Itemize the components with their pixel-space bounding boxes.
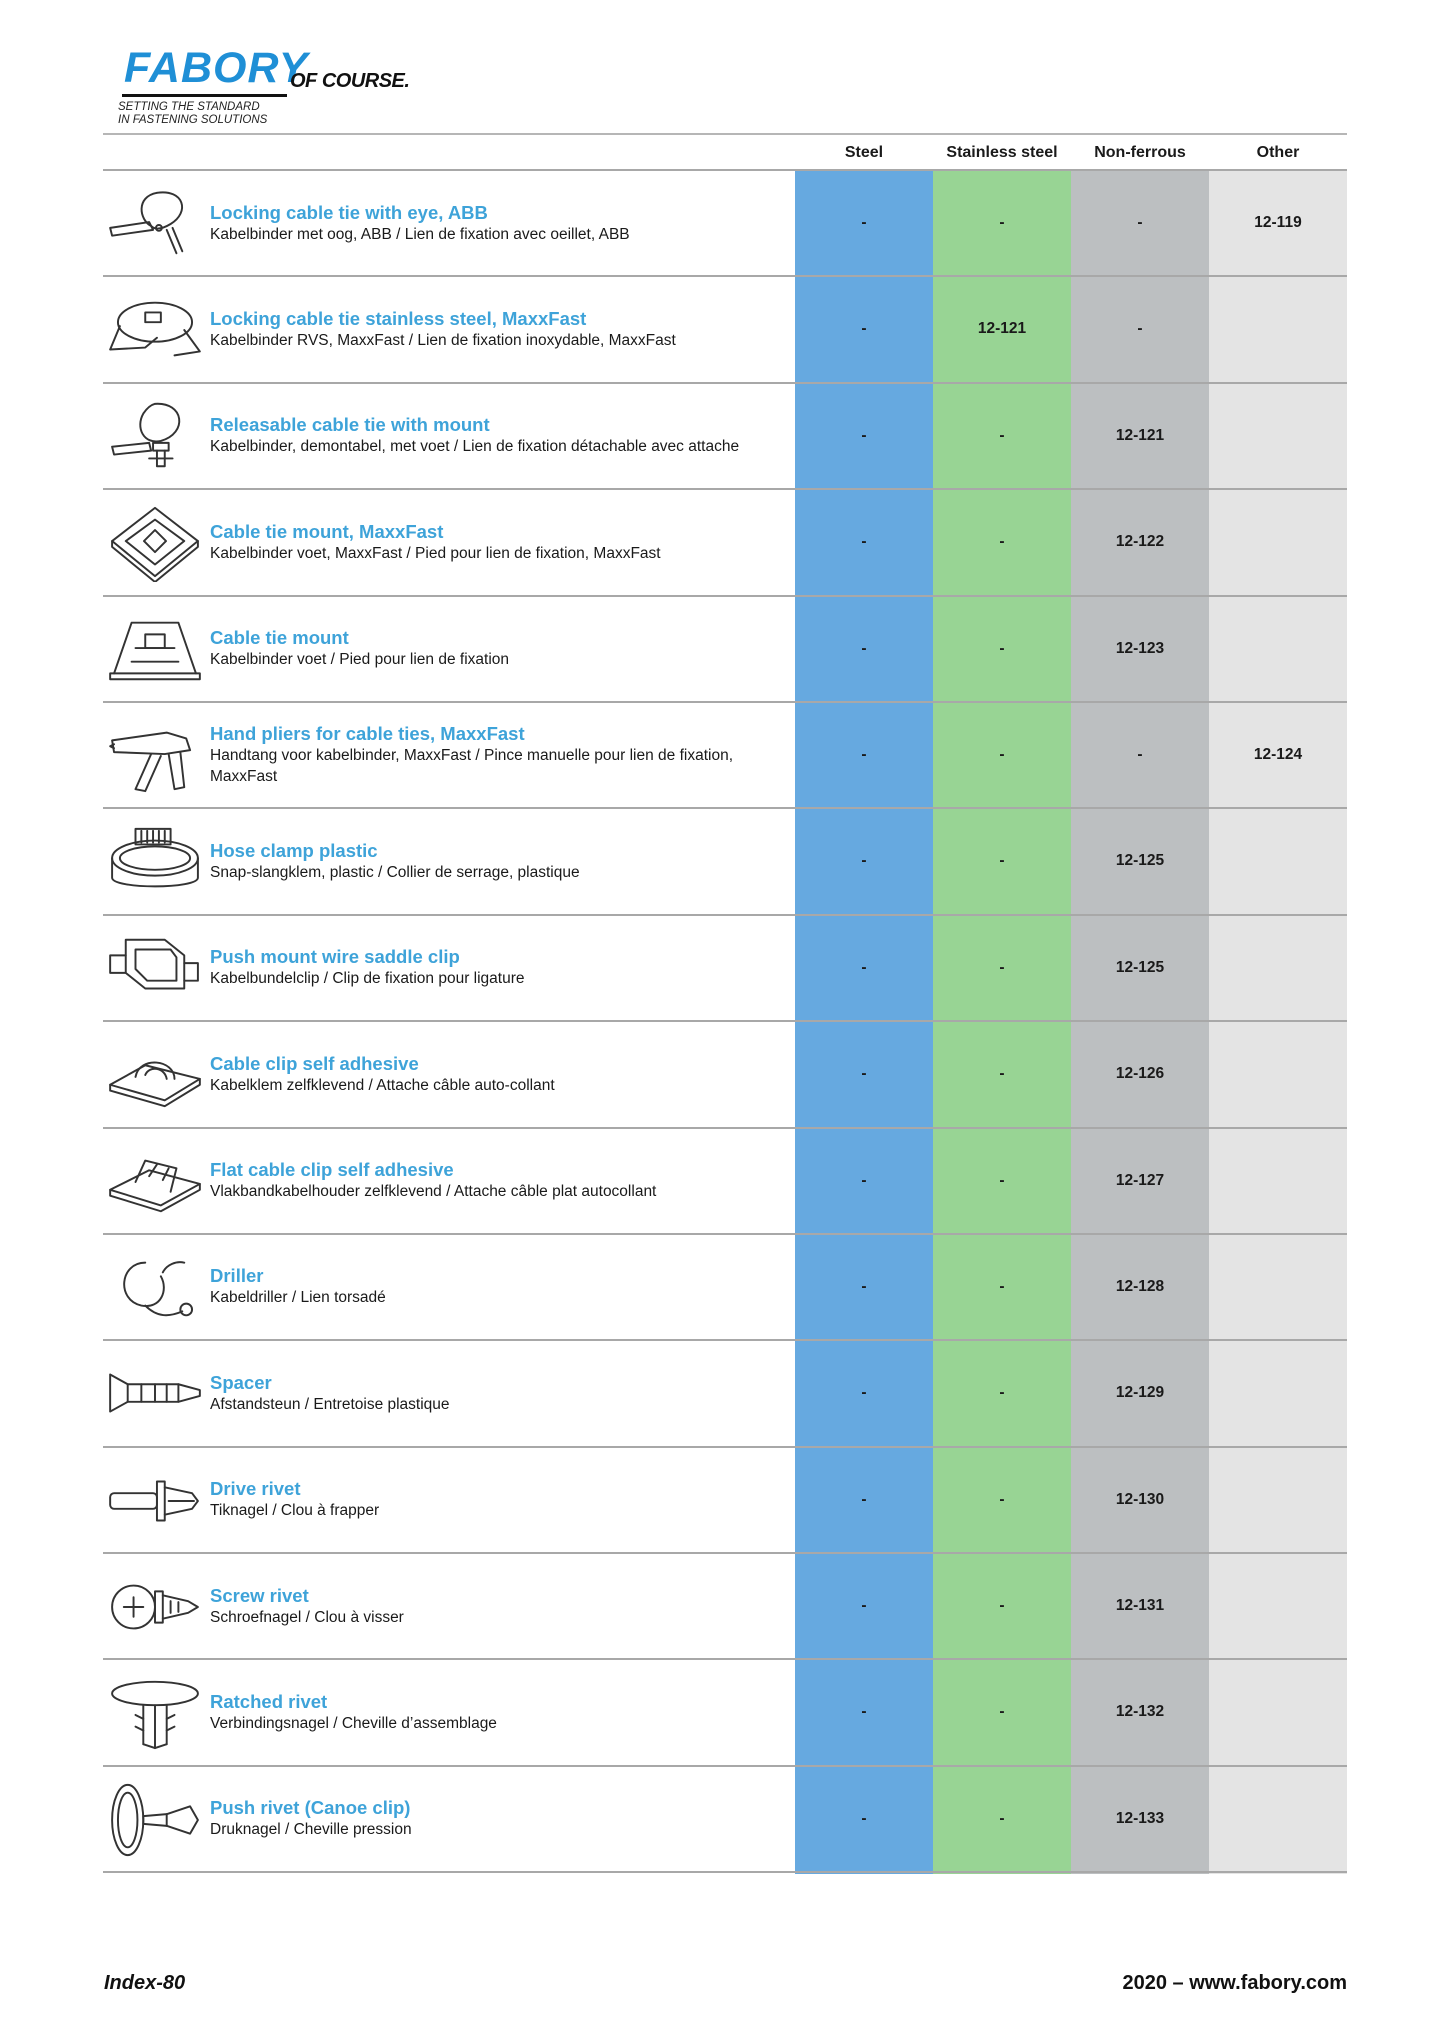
product-name: Releasable cable tie with mount xyxy=(210,414,490,436)
product-translation: Kabelbinder RVS, MaxxFast / Lien de fixation inoxydable, MaxxFast xyxy=(210,331,676,349)
hose-clamp-icon xyxy=(105,823,205,901)
product-description xyxy=(210,597,790,701)
logo-brand: FABORY xyxy=(124,44,309,92)
ratched-rivet-icon xyxy=(105,1674,205,1752)
cell-non-ferrous: - xyxy=(1137,745,1143,763)
cell-other xyxy=(1209,1022,1347,1126)
driller-icon xyxy=(105,1249,205,1327)
table-header xyxy=(103,135,1347,171)
cell-other xyxy=(1209,1341,1347,1445)
cell-stainless-steel: - xyxy=(999,1384,1005,1402)
product-name: Push rivet (Canoe clip) xyxy=(210,1797,411,1819)
cell-steel: - xyxy=(861,745,867,763)
cell-other xyxy=(1209,1660,1347,1764)
product-name: Ratched rivet xyxy=(210,1690,328,1712)
logo-suffix: OF COURSE. xyxy=(290,70,410,92)
cell-other xyxy=(1209,384,1347,488)
cell-non-ferrous: 12-129 xyxy=(1115,1384,1165,1402)
table-row xyxy=(103,809,1347,915)
hand-pliers-icon xyxy=(105,717,205,795)
cell-stainless-steel: - xyxy=(999,1490,1005,1508)
cell-stainless-steel: 12-121 xyxy=(977,320,1027,338)
product-translation: Kabelbinder voet, MaxxFast / Pied pour lien de fixation, MaxxFast xyxy=(210,544,661,562)
cell-non-ferrous: 12-133 xyxy=(1115,1809,1165,1827)
table-row xyxy=(103,1341,1347,1447)
cell-other xyxy=(1209,1448,1347,1552)
product-translation: Schroefnagel / Clou à visser xyxy=(210,1608,404,1626)
cable-tie-eye-icon xyxy=(105,185,205,263)
product-translation: Kabelklem zelfklevend / Attache câble auto-collant xyxy=(210,1076,555,1094)
header-non-ferrous: Non-ferrous xyxy=(1094,144,1186,161)
cable-tie-stainless-icon xyxy=(105,291,205,369)
cell-stainless-steel: - xyxy=(999,1703,1005,1721)
header-other: Other xyxy=(1256,144,1300,161)
product-description xyxy=(210,1767,790,1871)
cell-steel: - xyxy=(861,1384,867,1402)
product-description xyxy=(210,1448,790,1552)
product-name: Screw rivet xyxy=(210,1584,309,1606)
cell-steel: - xyxy=(861,320,867,338)
product-translation: Kabelbundelclip / Clip de fixation pour ligature xyxy=(210,970,525,988)
table-row xyxy=(103,1448,1347,1554)
cell-stainless-steel: - xyxy=(999,745,1005,763)
cell-other xyxy=(1209,277,1347,381)
logo-tagline-line-1: SETTING THE STANDARD xyxy=(118,101,260,113)
cell-steel: - xyxy=(861,639,867,657)
product-translation: Vlakbandkabelhouder zelfklevend / Attache câble plat autocollant xyxy=(210,1183,657,1201)
product-name: Cable tie mount, MaxxFast xyxy=(210,520,444,542)
table-row xyxy=(103,490,1347,596)
product-name: Drive rivet xyxy=(210,1478,301,1500)
cell-non-ferrous: 12-125 xyxy=(1115,852,1165,870)
cell-stainless-steel: - xyxy=(999,1065,1005,1083)
product-description xyxy=(210,490,790,594)
product-description xyxy=(210,171,790,275)
table-row xyxy=(103,916,1347,1022)
table-row xyxy=(103,1660,1347,1766)
product-description xyxy=(210,1660,790,1764)
cell-non-ferrous: 12-130 xyxy=(1115,1490,1165,1508)
product-name: Driller xyxy=(210,1265,264,1287)
table-row xyxy=(103,277,1347,383)
screw-rivet-icon xyxy=(105,1568,205,1646)
cell-steel: - xyxy=(861,958,867,976)
product-name: Spacer xyxy=(210,1371,272,1393)
header-steel: Steel xyxy=(844,144,884,161)
cell-stainless-steel: - xyxy=(999,533,1005,551)
cell-stainless-steel: - xyxy=(999,1277,1005,1295)
cell-steel: - xyxy=(861,1065,867,1083)
cell-non-ferrous: 12-123 xyxy=(1115,639,1165,657)
cable-tie-mount-icon xyxy=(105,611,205,689)
cell-non-ferrous: 12-122 xyxy=(1115,533,1165,551)
cell-non-ferrous: - xyxy=(1137,214,1143,231)
drive-rivet-icon xyxy=(105,1462,205,1540)
product-name: Cable clip self adhesive xyxy=(210,1052,419,1074)
product-description xyxy=(210,1022,790,1126)
product-description xyxy=(210,384,790,488)
cable-clip-adhesive-icon xyxy=(105,1036,205,1114)
cell-steel: - xyxy=(861,214,867,231)
table-row xyxy=(103,1767,1347,1873)
table-body xyxy=(103,171,1347,1873)
cell-other xyxy=(1209,1129,1347,1233)
product-description xyxy=(210,916,790,1020)
cell-non-ferrous: 12-131 xyxy=(1115,1597,1165,1615)
cell-other xyxy=(1209,597,1347,701)
header-stainless-steel: Stainless steel xyxy=(946,144,1058,161)
fabory-logo xyxy=(118,44,418,124)
cell-other xyxy=(1209,1554,1347,1658)
product-translation: Verbindingsnagel / Cheville d’assemblage xyxy=(210,1714,497,1732)
product-description xyxy=(210,1554,790,1658)
product-name: Hand pliers for cable ties, MaxxFast xyxy=(210,722,525,744)
table-row xyxy=(103,171,1347,277)
logo-tagline xyxy=(118,101,378,127)
page-number: Index-80 xyxy=(104,1972,186,1994)
flat-cable-clip-icon xyxy=(105,1143,205,1221)
product-description xyxy=(210,1235,790,1339)
releasable-cable-tie-icon xyxy=(105,398,205,476)
cell-non-ferrous: 12-127 xyxy=(1115,1171,1165,1189)
cell-stainless-steel: - xyxy=(999,852,1005,870)
cell-non-ferrous: 12-128 xyxy=(1115,1277,1165,1295)
product-translation: Snap-slangklem, plastic / Collier de serrage, plastique xyxy=(210,863,580,881)
cell-steel: - xyxy=(861,1171,867,1189)
logo-tagline-line-2: IN FASTENING SOLUTIONS xyxy=(118,114,268,126)
footer-website: 2020 – www.fabory.com xyxy=(1122,1972,1347,1994)
table-row xyxy=(103,703,1347,809)
cell-stainless-steel: - xyxy=(999,214,1005,231)
cell-steel: - xyxy=(861,1490,867,1508)
product-translation: Kabelbinder, demontabel, met voet / Lien de fixation détachable avec attache xyxy=(210,438,740,456)
product-description xyxy=(210,1129,790,1233)
table-row xyxy=(103,1129,1347,1235)
table-row xyxy=(103,1022,1347,1128)
cell-other xyxy=(1209,1767,1347,1871)
cell-other: 12-124 xyxy=(1253,745,1303,763)
product-translation: Afstandsteun / Entretoise plastique xyxy=(210,1395,450,1413)
product-name: Push mount wire saddle clip xyxy=(210,946,460,968)
product-description xyxy=(210,277,790,381)
cell-steel: - xyxy=(861,426,867,444)
push-rivet-icon xyxy=(105,1781,205,1859)
cell-stainless-steel: - xyxy=(999,639,1005,657)
cell-steel: - xyxy=(861,1703,867,1721)
product-name: Flat cable clip self adhesive xyxy=(210,1159,454,1181)
cell-stainless-steel: - xyxy=(999,1809,1005,1827)
cell-other xyxy=(1209,490,1347,594)
cell-stainless-steel: - xyxy=(999,1171,1005,1189)
product-index-table xyxy=(103,133,1347,1875)
product-description xyxy=(210,1341,790,1445)
product-description xyxy=(210,809,790,913)
cell-stainless-steel: - xyxy=(999,1597,1005,1615)
cell-non-ferrous: 12-126 xyxy=(1115,1065,1165,1083)
cell-non-ferrous: 12-125 xyxy=(1115,958,1165,976)
product-translation: Handtang voor kabelbinder, MaxxFast / Pince manuelle pour lien de fixation, MaxxFast xyxy=(210,746,733,785)
cell-steel: - xyxy=(861,1597,867,1615)
cell-steel: - xyxy=(861,533,867,551)
product-translation: Kabelbinder voet / Pied pour lien de fixation xyxy=(210,651,510,669)
table-row xyxy=(103,1554,1347,1660)
product-translation: Tiknagel / Clou à frapper xyxy=(210,1502,380,1520)
product-translation: Kabeldriller / Lien torsadé xyxy=(210,1289,386,1307)
table-row xyxy=(103,384,1347,490)
cell-stainless-steel: - xyxy=(999,426,1005,444)
saddle-clip-icon xyxy=(105,930,205,1008)
table-row xyxy=(103,597,1347,703)
cell-other xyxy=(1209,809,1347,913)
cell-steel: - xyxy=(861,852,867,870)
product-translation: Kabelbinder met oog, ABB / Lien de fixation avec oeillet, ABB xyxy=(210,225,630,243)
product-translation: Druknagel / Cheville pression xyxy=(210,1821,412,1839)
logo-rule xyxy=(122,94,287,97)
spacer-icon xyxy=(105,1355,205,1433)
product-name: Locking cable tie stainless steel, MaxxFast xyxy=(210,307,587,329)
cable-tie-mount-maxxfast-icon xyxy=(105,504,205,582)
cell-other: 12-119 xyxy=(1254,214,1302,231)
product-description xyxy=(210,703,790,807)
cell-stainless-steel: - xyxy=(999,958,1005,976)
product-name: Hose clamp plastic xyxy=(210,839,378,861)
cell-other xyxy=(1209,916,1347,1020)
cell-non-ferrous: 12-121 xyxy=(1115,426,1165,444)
product-name: Locking cable tie with eye, ABB xyxy=(210,201,488,223)
product-name: Cable tie mount xyxy=(210,627,349,649)
cell-non-ferrous: - xyxy=(1137,320,1143,338)
cell-other xyxy=(1209,1235,1347,1339)
cell-non-ferrous: 12-132 xyxy=(1115,1703,1165,1721)
table-row xyxy=(103,1235,1347,1341)
cell-steel: - xyxy=(861,1809,867,1827)
cell-steel: - xyxy=(861,1277,867,1295)
